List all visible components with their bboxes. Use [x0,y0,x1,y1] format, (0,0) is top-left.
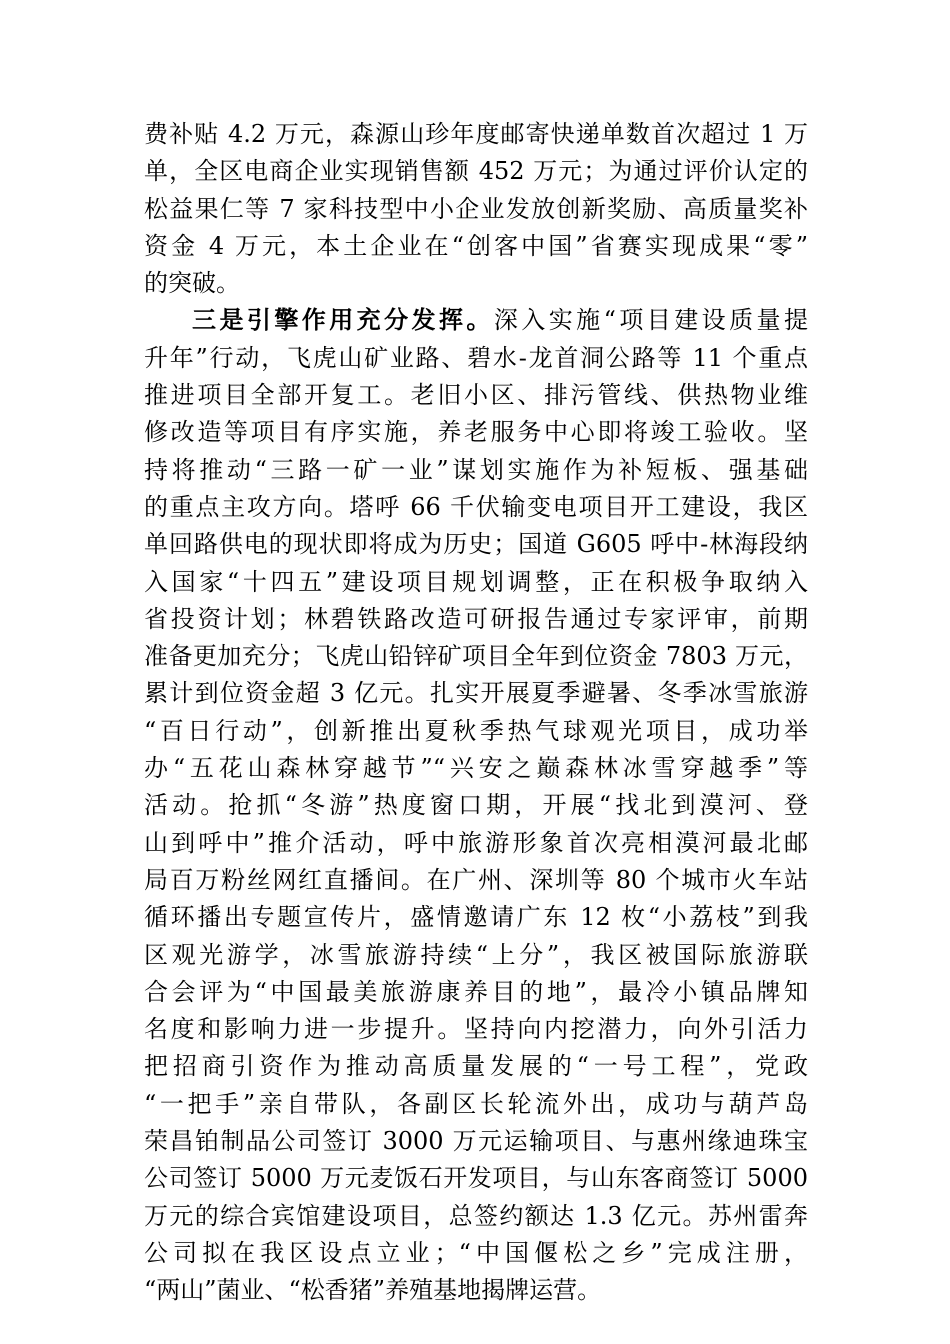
text-line: 累计到位资金超 3 亿元。扎实开展夏季避暑、冬季冰雪旅游 [144,679,808,708]
text-line: 公司签订 5000 万元麦饭石开发项目，与山东客商签订 5000 [144,1164,808,1193]
text-line: 局百万粉丝网红直播间。在广州、深圳等 80 个城市火车站 [144,865,808,894]
text-line: 修改造等项目有序实施，养老服务中心即将竣工验收。坚 [144,418,808,447]
text-line: 省投资计划；林碧铁路改造可研报告通过专家评审，前期 [144,604,808,633]
text-line: 循环播出专题宣传片，盛情邀请广东 12 枚“小荔枝”到我 [144,903,808,932]
text-line: 单回路供电的现状即将成为历史；国道 G605 呼中-林海段纳 [144,530,808,559]
text-line: 的重点主攻方向。塔呼 66 千伏输变电项目开工建设，我区 [144,492,808,521]
text-line: 资金 4 万元，本土企业在“创客中国”省赛实现成果“零” [144,231,808,260]
text-line: 活动。抢抓“冬游”热度窗口期，开展“找北到漠河、登 [144,791,808,820]
text-line: “一把手”亲自带队，各副区长轮流外出，成功与葫芦岛 [144,1089,808,1118]
paragraph-lead-heading: 三是引擎作用充分发挥。 [192,306,494,335]
paragraph-first-line [144,302,808,339]
text-line: 推进项目全部开复工。老旧小区、排污管线、供热物业维 [144,381,808,410]
text-line: 荣昌铂制品公司签订 3000 万元运输项目、与惠州缘迪珠宝 [144,1127,808,1156]
text-line: 松益果仁等 7 家科技型中小企业发放创新奖励、高质量奖补 [144,194,808,223]
text-line: 山到呼中”推介活动，呼中旅游形象首次亮相漠河最北邮 [144,828,808,857]
text-line: “两山”菌业、“松香猪”养殖基地揭牌运营。 [144,1276,602,1305]
text-line: 入国家“十四五”建设项目规划调整，正在积极争取纳入 [144,567,808,596]
text-line: “百日行动”，创新推出夏秋季热气球观光项目，成功举 [144,716,808,745]
body-text [144,116,808,1310]
text-line: 万元的综合宾馆建设项目，总签约额达 1.3 亿元。苏州雷奔 [144,1201,808,1230]
text-line: 持将推动“三路一矿一业”谋划实施作为补短板、强基础 [144,455,808,484]
text-line: 名度和影响力进一步提升。坚持向内挖潜力，向外引活力 [144,1015,808,1044]
text-line: 公司拟在我区设点立业；“中国偃松之乡”完成注册， [144,1238,808,1267]
text-line: 办“五花山森林穿越节”“兴安之巅森林冰雪穿越季”等 [144,754,808,783]
text-line: 的突破。 [144,269,240,298]
text-line: 费补贴 4.2 万元，森源山珍年度邮寄快递单数首次超过 1 万 [144,120,808,148]
text-line: 区观光游学，冰雪旅游持续“上分”，我区被国际旅游联 [144,940,808,969]
text-line: 单，全区电商企业实现销售额 452 万元；为通过评价认定的 [144,157,808,186]
text-line: 把招商引资作为推动高质量发展的“一号工程”，党政 [144,1052,808,1081]
text-line: 升年”行动，飞虎山矿业路、碧水-龙首洞公路等 11 个重点 [144,343,808,372]
text-fragment: 深入实施“项目建设质量提 [493,306,808,335]
text-line: 准备更加充分；飞虎山铅锌矿项目全年到位资金 7803 万元， [144,642,808,671]
text-line: 合会评为“中国最美旅游康养目的地”，最冷小镇品牌知 [144,977,808,1006]
